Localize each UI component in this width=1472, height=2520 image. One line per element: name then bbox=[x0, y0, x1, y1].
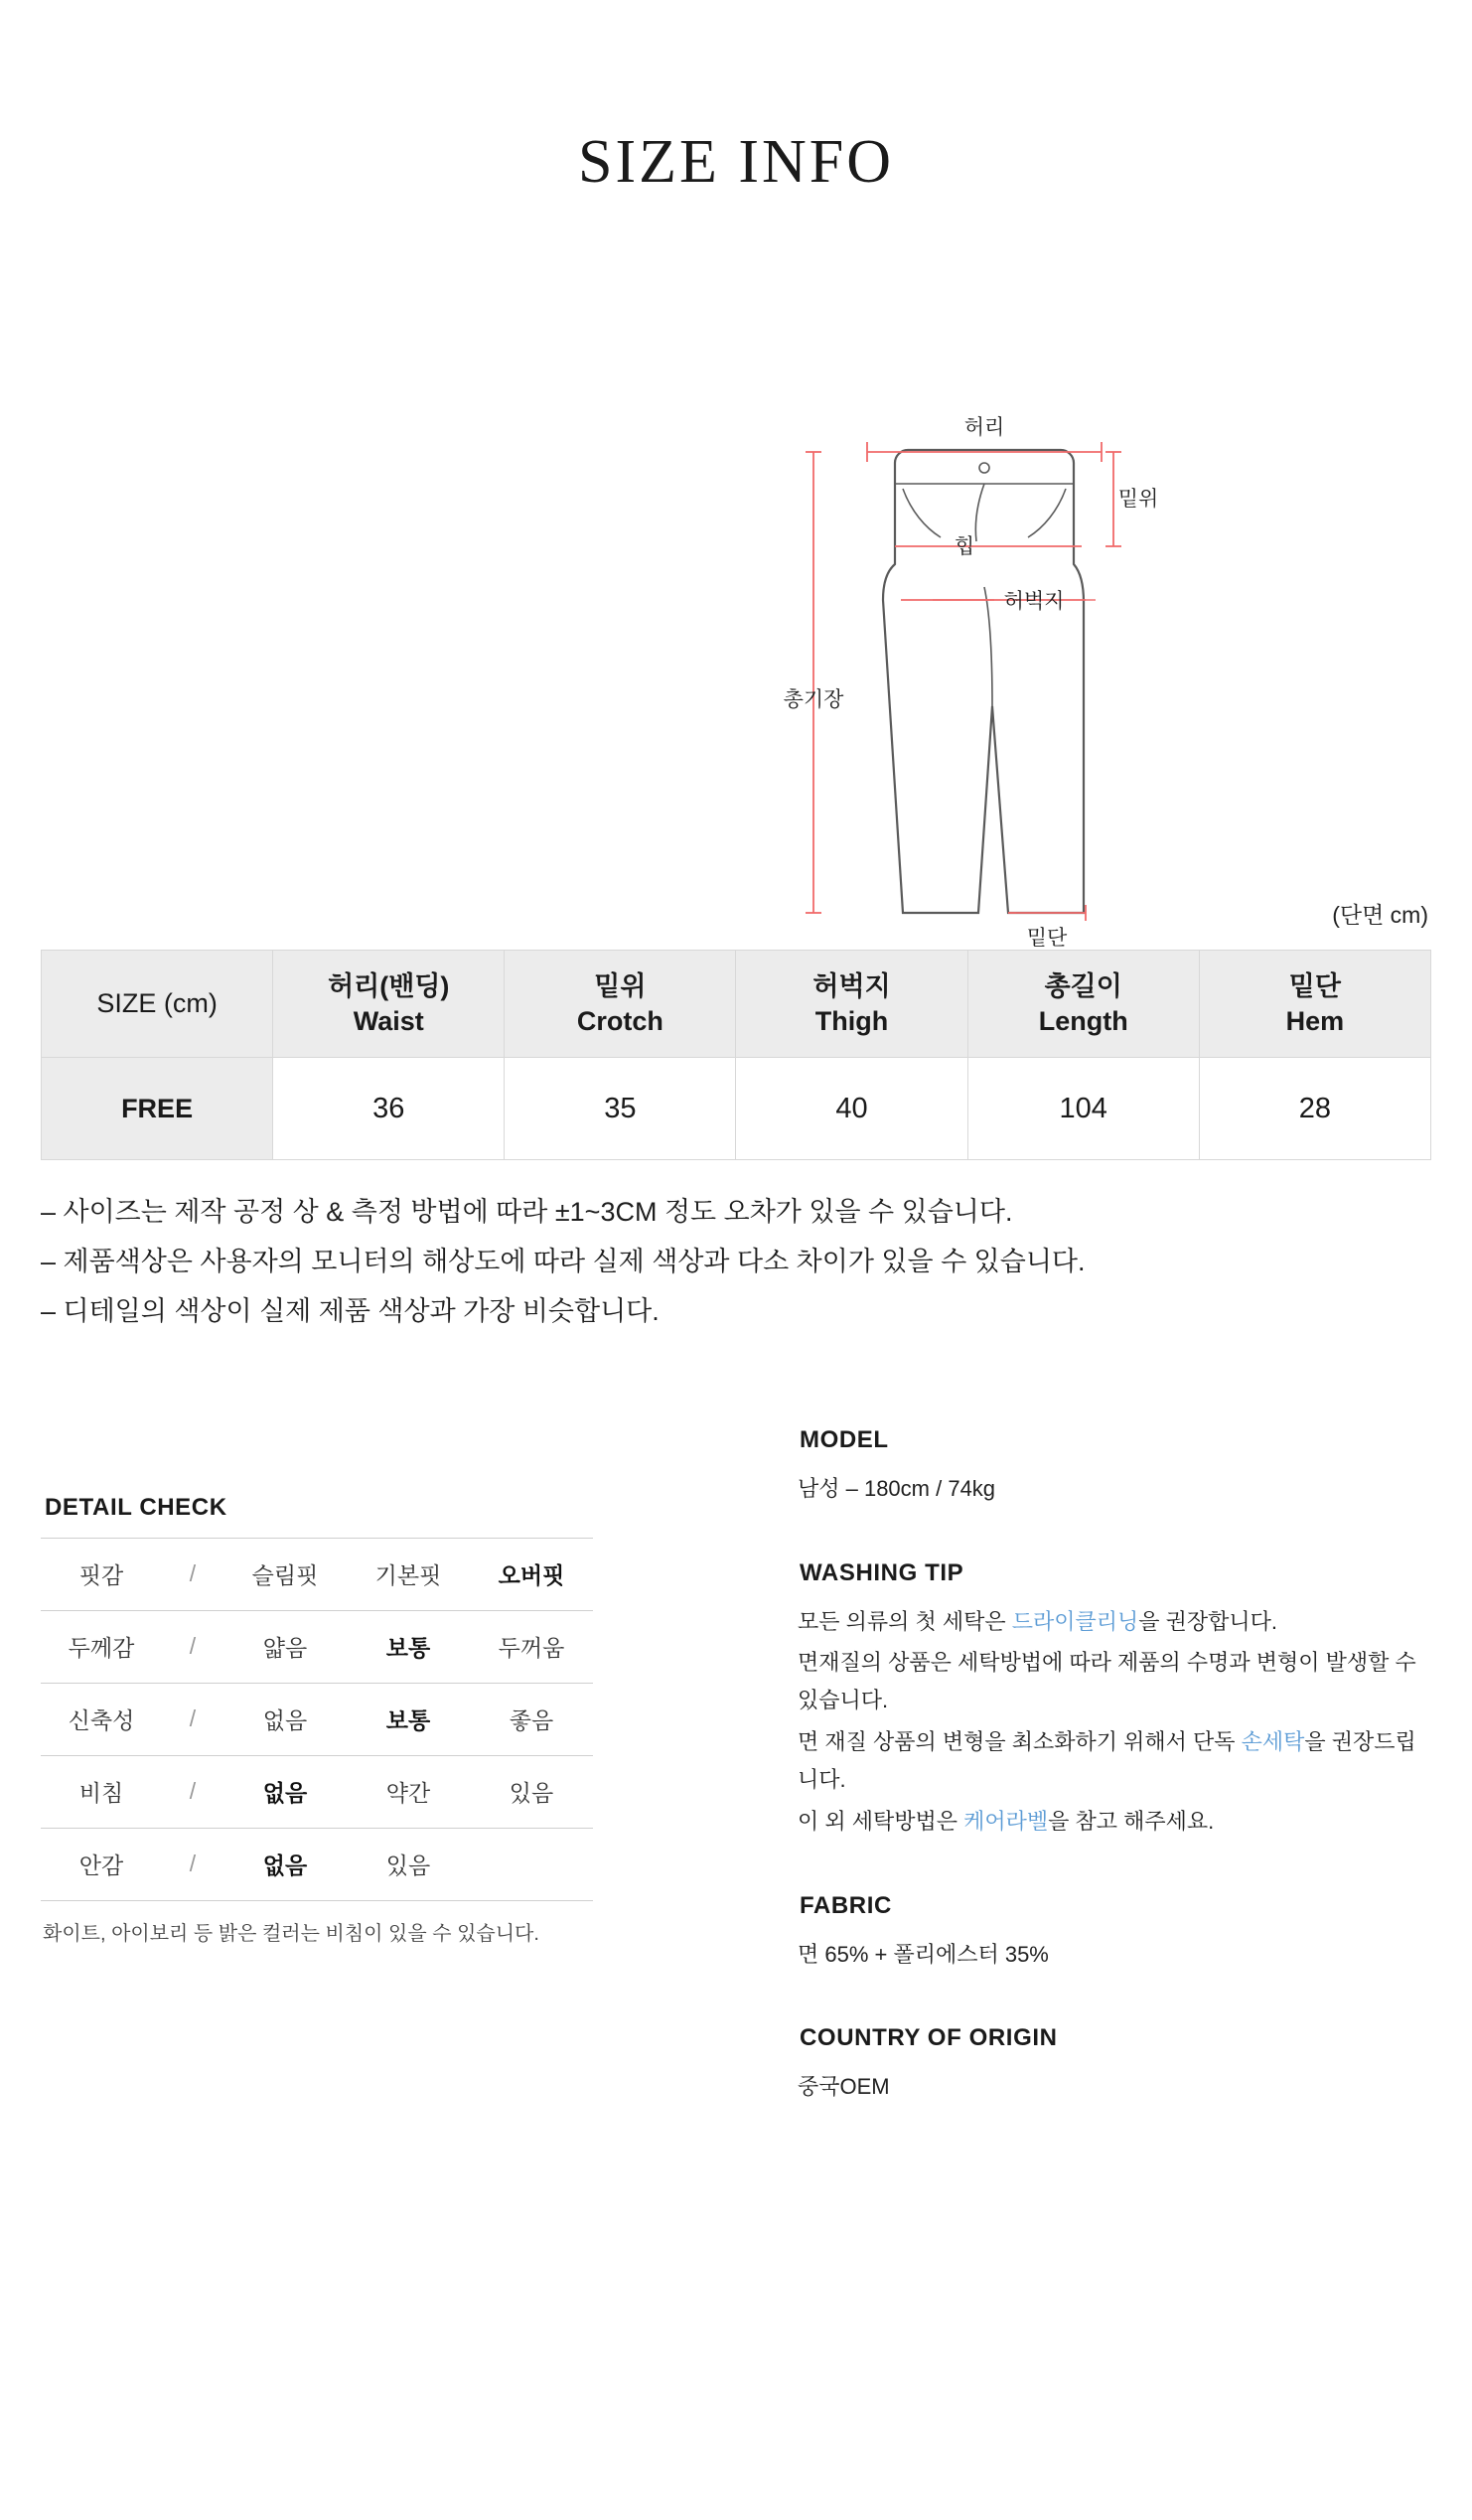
header-waist-kr: 허리(밴딩) bbox=[328, 970, 450, 1001]
model-text: 남성 – 180cm / 74kg bbox=[798, 1475, 996, 1501]
detail-option-empty bbox=[470, 1828, 593, 1900]
detail-check-table bbox=[41, 1538, 593, 1901]
header-size-label: SIZE (cm) bbox=[96, 988, 218, 1019]
detail-option: 있음 bbox=[470, 1755, 593, 1828]
detail-slash: / bbox=[162, 1610, 223, 1683]
detail-label-fit: 핏감 bbox=[41, 1538, 162, 1610]
detail-label-sheerness: 비침 bbox=[41, 1755, 162, 1828]
washing-line-3-highlight: 손세탁 bbox=[1241, 1729, 1305, 1755]
washing-line-4-a: 이 외 세탁방법은 bbox=[798, 1808, 964, 1834]
detail-option: 없음 bbox=[223, 1683, 347, 1755]
detail-row-elasticity bbox=[41, 1683, 593, 1755]
washing-line-1-b: 을 권장합니다. bbox=[1138, 1608, 1277, 1634]
detail-check-footnote: 화이트, 아이보리 등 밝은 컬러는 비침이 있을 수 있습니다. bbox=[43, 1922, 539, 1945]
detail-slash: / bbox=[162, 1538, 223, 1610]
table-row bbox=[42, 1058, 1431, 1160]
detail-option: 좋음 bbox=[470, 1683, 593, 1755]
detail-row-thickness bbox=[41, 1610, 593, 1683]
washing-line-4-b: 을 참고 해주세요. bbox=[1048, 1808, 1215, 1834]
label-length: 총기장 bbox=[783, 688, 844, 711]
size-value-length: 104 bbox=[967, 1058, 1199, 1160]
washing-line-1-a: 모든 의류의 첫 세탁은 bbox=[798, 1608, 1012, 1634]
detail-option-selected: 보통 bbox=[347, 1610, 470, 1683]
header-thigh-en: Thigh bbox=[814, 1005, 889, 1036]
size-table-header-size bbox=[42, 951, 273, 1058]
detail-option: 약간 bbox=[347, 1755, 470, 1828]
size-table bbox=[41, 950, 1431, 1160]
washing-line-3-a: 면 재질 상품의 변형을 최소화하기 위해서 단독 bbox=[798, 1729, 1242, 1755]
pants-measure-illustration bbox=[239, 257, 1233, 950]
page-title: SIZE INFO bbox=[577, 128, 895, 196]
detail-row-lining bbox=[41, 1828, 593, 1900]
detail-check-title: DETAIL CHECK bbox=[45, 1493, 227, 1521]
detail-option: 두꺼움 bbox=[470, 1610, 593, 1683]
label-waist: 허리 bbox=[963, 416, 1005, 439]
detail-option-selected: 없음 bbox=[223, 1828, 347, 1900]
note-item: – 제품색상은 사용자의 모니터의 해상도에 따라 실제 색상과 다소 차이가 있을 수 있습니다. bbox=[41, 1246, 1086, 1276]
detail-option-selected: 보통 bbox=[347, 1683, 470, 1755]
detail-option: 슬림핏 bbox=[223, 1538, 347, 1610]
detail-option: 얇음 bbox=[223, 1610, 347, 1683]
header-crotch-en: Crotch bbox=[576, 1005, 663, 1036]
note-item: – 디테일의 색상이 실제 제품 색상과 가장 비슷합니다. bbox=[41, 1295, 660, 1326]
header-crotch-kr: 밑위 bbox=[594, 970, 647, 1001]
size-value-waist: 36 bbox=[273, 1058, 505, 1160]
detail-option: 기본핏 bbox=[347, 1538, 470, 1610]
size-table-header-hem bbox=[1199, 951, 1430, 1058]
origin-title: COUNTRY OF ORIGIN bbox=[800, 2024, 1058, 2052]
detail-row-fit bbox=[41, 1538, 593, 1610]
washing-line-2: 면재질의 상품은 세탁방법에 따라 제품의 수명과 변형이 발생할 수 있습니다. bbox=[798, 1650, 1416, 1713]
label-crotch: 밑위 bbox=[1117, 488, 1159, 511]
fabric-title: FABRIC bbox=[800, 1891, 892, 1919]
washing-line-4-highlight: 케어라벨 bbox=[963, 1808, 1049, 1834]
product-info-section bbox=[796, 1426, 1431, 2110]
washing-line-1-highlight: 드라이클리닝 bbox=[1011, 1608, 1139, 1634]
detail-row-sheerness bbox=[41, 1755, 593, 1828]
detail-slash: / bbox=[162, 1828, 223, 1900]
size-table-header-thigh bbox=[736, 951, 967, 1058]
detail-option-selected: 없음 bbox=[223, 1755, 347, 1828]
label-hip: 힙 bbox=[954, 535, 975, 558]
size-value-hem: 28 bbox=[1199, 1058, 1430, 1160]
header-length-kr: 총길이 bbox=[1044, 970, 1122, 1001]
washing-line-3 bbox=[798, 1723, 1431, 1799]
bottom-section bbox=[41, 1426, 1431, 2110]
size-value-thigh: 40 bbox=[736, 1058, 967, 1160]
origin-text: 중국OEM bbox=[798, 2074, 890, 2100]
detail-check-section bbox=[41, 1426, 796, 1946]
size-table-header-waist bbox=[273, 951, 505, 1058]
detail-label-thickness: 두께감 bbox=[41, 1610, 162, 1683]
detail-label-elasticity: 신축성 bbox=[41, 1683, 162, 1755]
header-waist-en: Waist bbox=[353, 1005, 424, 1036]
detail-option-selected: 오버핏 bbox=[470, 1538, 593, 1610]
size-value-crotch: 35 bbox=[505, 1058, 736, 1160]
size-notes bbox=[41, 1188, 1431, 1337]
header-hem-en: Hem bbox=[1285, 1005, 1345, 1036]
size-table-header-crotch bbox=[505, 951, 736, 1058]
header-length-en: Length bbox=[1038, 1005, 1128, 1036]
detail-slash: / bbox=[162, 1755, 223, 1828]
washing-title: WASHING TIP bbox=[800, 1558, 964, 1586]
size-table-header-length bbox=[967, 951, 1199, 1058]
detail-option: 있음 bbox=[347, 1828, 470, 1900]
fabric-text: 면 65% + 폴리에스터 35% bbox=[798, 1941, 1049, 1967]
label-hem: 밑단 bbox=[1026, 927, 1068, 950]
header-thigh-kr: 허벅지 bbox=[812, 970, 891, 1001]
washing-line-1 bbox=[798, 1603, 1431, 1641]
unit-note: (단면 cm) bbox=[1332, 902, 1428, 928]
note-item: – 사이즈는 제작 공정 상 & 측정 방법에 따라 ±1~3CM 정도 오차가 있을 수 있습니다. bbox=[41, 1197, 1013, 1227]
washing-line-3-b: 을 권장드립니다. bbox=[798, 1729, 1416, 1792]
detail-slash: / bbox=[162, 1683, 223, 1755]
detail-label-lining: 안감 bbox=[41, 1828, 162, 1900]
washing-line-4 bbox=[798, 1803, 1431, 1841]
label-thigh: 허벅지 bbox=[1003, 590, 1065, 613]
header-hem-kr: 밑단 bbox=[1288, 970, 1341, 1001]
size-row-label: FREE bbox=[42, 1058, 273, 1160]
size-table-header-row bbox=[42, 951, 1431, 1058]
model-title: MODEL bbox=[800, 1425, 889, 1453]
